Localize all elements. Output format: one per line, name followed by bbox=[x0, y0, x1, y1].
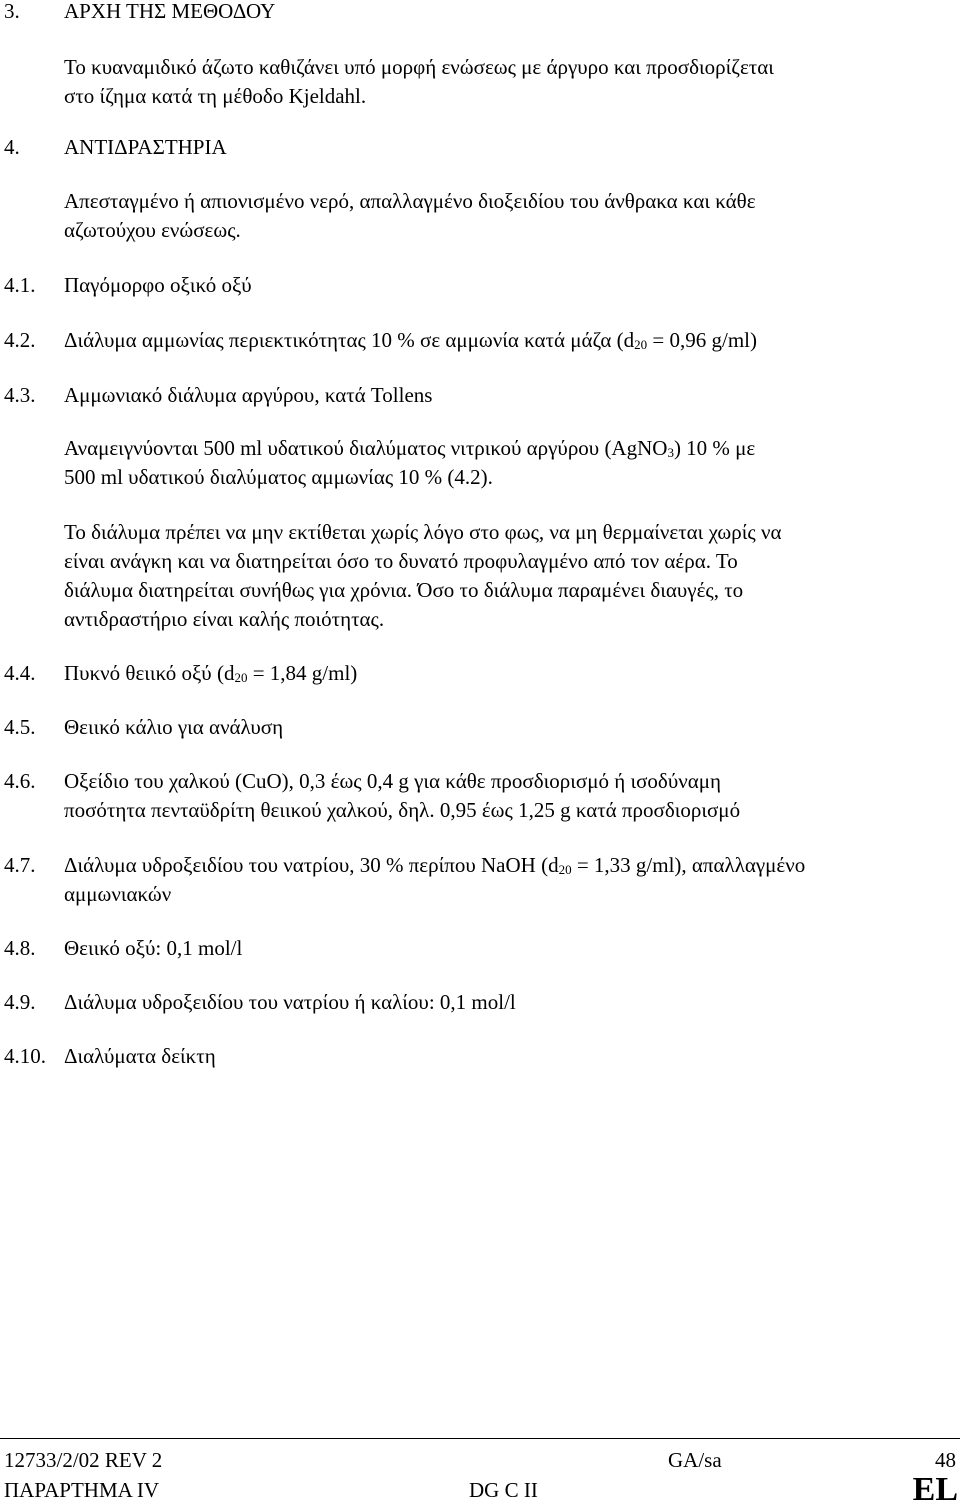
item-number: 4.8. bbox=[4, 936, 36, 960]
item-number: 4.4. bbox=[4, 661, 36, 685]
page-number: 48 bbox=[935, 1448, 956, 1472]
paragraph-line: Αναμειγνύονται 500 ml υδατικού διαλύματος νιτρικού αργύρου (AgNO$_3$) 10 % με bbox=[64, 436, 756, 460]
item-title: Διάλυμα υδροξειδίου του νατρίου ή καλίου: 0,1 mol/l bbox=[64, 990, 516, 1014]
item-number: 4.10. bbox=[4, 1044, 46, 1068]
paragraph-line: Το διάλυμα πρέπει να μην εκτίθεται χωρίς λόγο στο φως, να μη θερμαίνεται χωρίς να bbox=[64, 520, 782, 544]
doc-reference: 12733/2/02 REV 2 bbox=[4, 1448, 163, 1472]
item-number: 4.9. bbox=[4, 990, 36, 1014]
paragraph-line: Απεσταγμένο ή απιονισμένο νερό, απαλλαγμένο διοξειδίου του άνθρακα και κάθε bbox=[64, 189, 756, 213]
section-title: ΑΡΧΗ ΤΗΣ ΜΕΘΟΔΟΥ bbox=[64, 0, 276, 23]
item-number: 4.2. bbox=[4, 328, 36, 352]
item-title: Διάλυμα αμμωνίας περιεκτικότητας 10 % σε αμμωνία κατά μάζα ($d_{20} = 0,96$ g/ml) bbox=[64, 328, 758, 352]
paragraph-line: αντιδραστήριο είναι καλής ποιότητας. bbox=[64, 607, 385, 631]
paragraph-line: διάλυμα διατηρείται συνήθως για χρόνια. Όσο το διάλυμα παραμένει διαυγές, το bbox=[64, 578, 744, 602]
item-title-line2: αμμωνιακών bbox=[64, 882, 172, 906]
item-title: Πυκνό θειικό οξύ ($d_{20} = 1,84$ g/ml) bbox=[64, 661, 358, 685]
item-number: 4.7. bbox=[4, 853, 36, 877]
language-code: EL bbox=[912, 1471, 958, 1508]
item-title: Θειικό κάλιο για ανάλυση bbox=[64, 715, 284, 739]
dg-label: DG C II bbox=[469, 1478, 538, 1502]
section-title: ΑΝΤΙΔΡΑΣΤΗΡΙΑ bbox=[64, 135, 227, 159]
item-number: 4.5. bbox=[4, 715, 36, 739]
paragraph-line: στο ίζημα κατά τη μέθοδο Kjeldahl. bbox=[64, 84, 367, 108]
item-title: Διαλύματα δείκτη bbox=[64, 1044, 216, 1068]
section-number: 3. bbox=[4, 0, 20, 23]
item-title-line2: ποσότητα πενταϋδρίτη θειικού χαλκού, δηλ. 0,95 έως 1,25 g κατά προσδιορισμό bbox=[64, 798, 741, 822]
item-title: Διάλυμα υδροξειδίου του νατρίου, 30 % περίπου NaOH ($d_{20} = 1,33$ g/ml), απαλλαγμένο bbox=[64, 853, 806, 877]
section-number: 4. bbox=[4, 135, 20, 159]
item-title: Αμμωνιακό διάλυμα αργύρου, κατά Tollens bbox=[64, 383, 433, 407]
paragraph-line: αζωτούχου ενώσεως. bbox=[64, 218, 241, 242]
footer-rule bbox=[0, 1438, 960, 1439]
paragraph-line: είναι ανάγκη και να διατηρείται όσο το δυνατό προφυλαγμένο από τον αέρα. Το bbox=[64, 549, 738, 573]
paragraph-line: Το κυαναμιδικό άζωτο καθιζάνει υπό μορφή ενώσεως με άργυρο και προσδιορίζεται bbox=[64, 55, 774, 79]
item-number: 4.1. bbox=[4, 273, 36, 297]
item-title: Οξείδιο του χαλκού (CuO), 0,3 έως 0,4 g για κάθε προσδιορισμό ή ισοδύναμη bbox=[64, 769, 721, 793]
item-number: 4.3. bbox=[4, 383, 36, 407]
item-title: Θειικό οξύ: 0,1 mol/l bbox=[64, 936, 243, 960]
item-number: 4.6. bbox=[4, 769, 36, 793]
paragraph-line: 500 ml υδατικού διαλύματος αμμωνίας 10 % (4.2). bbox=[64, 465, 493, 489]
item-title: Παγόμορφο οξικό οξύ bbox=[64, 273, 252, 297]
author-initials: GA/sa bbox=[668, 1448, 722, 1472]
annex-label: ΠΑΡΑΡΤΗΜΑ IV bbox=[4, 1478, 160, 1502]
